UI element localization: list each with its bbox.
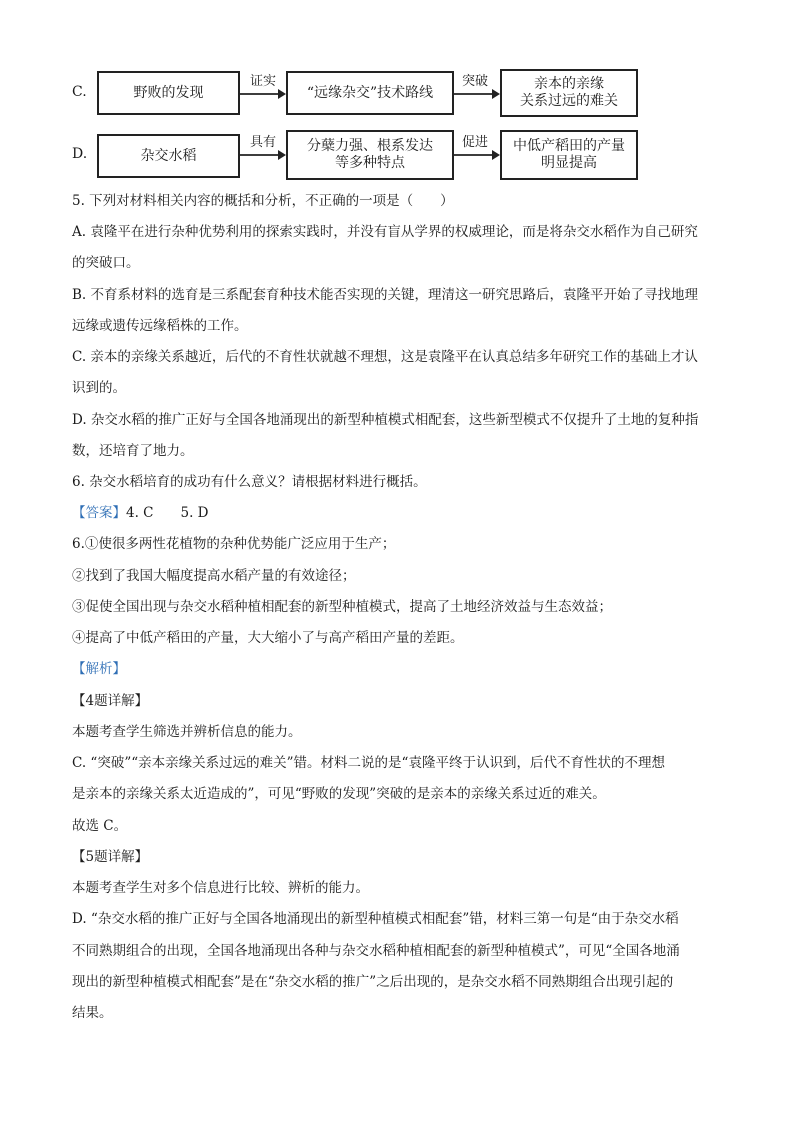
- text-line: C. 亲本的亲缘关系越近，后代的不育性状就越不理想，这是袁隆平在认真总结多年研究工作的基础上才认: [72, 349, 698, 365]
- answer-item: 6.①使很多两性花植物的杂种优势能广泛应用于生产；: [72, 536, 396, 552]
- diagram-c-box-2: “远缘杂交”技术路线: [286, 71, 454, 115]
- text-line: 结果。: [72, 1005, 113, 1021]
- text-line: A. 袁隆平在进行杂种优势利用的探索实践时，并没有盲从学界的权威理论，而是将杂交水稻作为自己研究: [72, 224, 698, 240]
- text-line: 数，还培育了地力。: [72, 443, 194, 459]
- diagram-d-box-2: [286, 130, 454, 180]
- text-line: B. 不育系材料的选育是三系配套育种技术能否实现的关键，理清这一研究思路后，袁隆平开始了寻找地理: [72, 287, 699, 303]
- diagram-c-box-3: [500, 69, 638, 117]
- diagram-d-box-3-line-1: 中低产稻田的产量: [513, 138, 625, 154]
- arrow-icon: [454, 88, 500, 100]
- text-line: D. 杂交水稻的推广正好与全国各地涌现出的新型种植模式相配套，这些新型模式不仅提升了土地的复种指: [72, 412, 699, 428]
- diagram-d-arrow-2-label: 促进: [462, 135, 489, 150]
- diagram-d-box-3: [500, 130, 638, 180]
- answer-tag: 【答案】: [72, 505, 126, 521]
- text-line: 远缘或遗传远缘稻株的工作。: [72, 318, 248, 334]
- text-line: 不同熟期组合的出现，全国各地涌现出各种与杂交水稻种植相配套的新型种植模式”，可见“全国各地涌: [72, 943, 680, 959]
- text-line: 6. 杂交水稻培育的成功有什么意义？请根据材料进行概括。: [72, 474, 427, 490]
- arrow-icon: [240, 88, 286, 100]
- diagram-c-arrow-1-label: 证实: [250, 74, 277, 89]
- arrow-icon: [240, 149, 286, 161]
- text-line: 识到的。: [72, 380, 126, 396]
- text-line: 现出的新型种植模式相配套”是在“杂交水稻的推广”之后出现的，是杂交水稻不同熟期组合出现引起的: [72, 974, 674, 990]
- answer-text: 4. C 5. D: [126, 505, 209, 521]
- diagram-d-box-2-line-1: 分蘖力强、根系发达: [307, 138, 433, 154]
- answer-item: ③促使全国出现与杂交水稻种植相配套的新型种植模式，提高了土地经济效益与生态效益；: [72, 599, 612, 615]
- text-line: D. “杂交水稻的推广正好与全国各地涌现出的新型种植模式相配套”错，材料三第一句是“由于杂交水稻: [72, 911, 679, 927]
- text-line: 5. 下列对材料相关内容的概括和分析，不正确的一项是（ ）: [72, 193, 454, 209]
- diagram-c-box-3-line-1: 亲本的亲缘: [534, 76, 604, 92]
- diagram-c-box-3-line-2: 关系过远的难关: [520, 93, 618, 109]
- text-line: 本题考查学生对多个信息进行比较、辨析的能力。: [72, 880, 369, 896]
- text-line: 的突破口。: [72, 255, 140, 271]
- answer-item: ④提高了中低产稻田的产量，大大缩小了与高产稻田产量的差距。: [72, 630, 464, 646]
- diagram-d-box-2-line-2: 等多种特点: [335, 155, 405, 171]
- text-line: 故选 C。: [72, 818, 128, 834]
- diagram-d-box-1: 杂交水稻: [97, 134, 240, 178]
- option-c-label: C.: [72, 84, 87, 100]
- text-line: C. “突破”“亲本亲缘关系过远的难关”错。材料二说的是“袁隆平终于认识到，后代不育性状的不理想: [72, 755, 665, 771]
- answer-line: [72, 504, 209, 522]
- analysis-tag: 【解析】: [72, 661, 126, 677]
- q4-heading: 【4题详解】: [72, 693, 149, 709]
- diagram-d-box-3-line-2: 明显提高: [541, 155, 597, 171]
- diagram-c-box-1: 野败的发现: [97, 71, 240, 115]
- diagram-d-arrow-1-label: 具有: [250, 135, 277, 150]
- text-line: 是亲本的亲缘关系太近造成的”，可见“野败的发现”突破的是亲本的亲缘关系过近的难关。: [72, 786, 606, 802]
- option-d-label: D.: [72, 146, 88, 162]
- arrow-icon: [454, 149, 500, 161]
- text-line: 本题考查学生筛选并辨析信息的能力。: [72, 724, 302, 740]
- answer-item: ②找到了我国大幅度提高水稻产量的有效途径；: [72, 568, 356, 584]
- q5-heading: 【5题详解】: [72, 849, 149, 865]
- diagram-c-arrow-2-label: 突破: [462, 74, 489, 89]
